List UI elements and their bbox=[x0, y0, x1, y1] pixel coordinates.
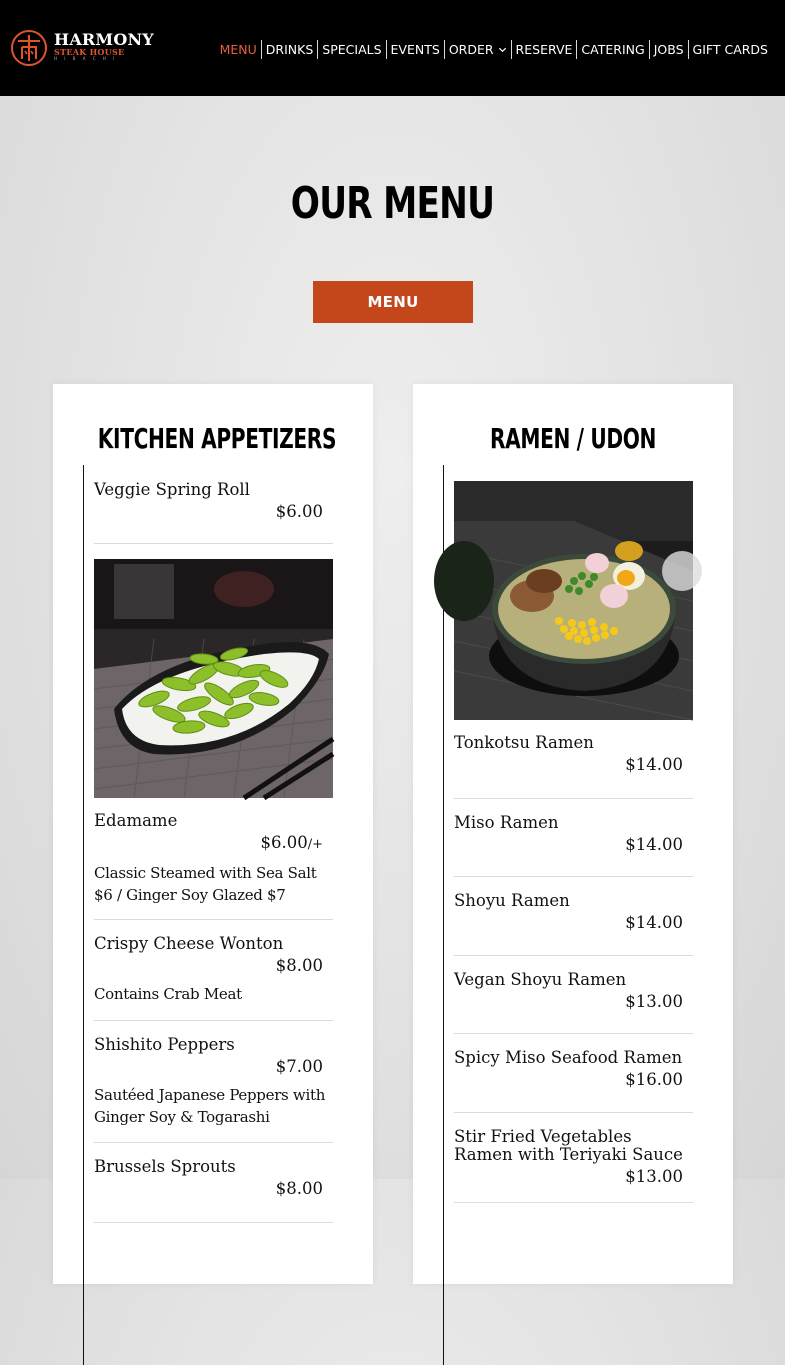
nav-item-label: RESERVE bbox=[515, 42, 573, 57]
menu-item[interactable] bbox=[94, 481, 333, 544]
item-description: Contains Crab Meat bbox=[94, 985, 242, 1003]
item-price: $14.00 bbox=[625, 913, 683, 932]
menu-item[interactable] bbox=[454, 799, 693, 877]
menu-item[interactable] bbox=[454, 1113, 693, 1203]
item-price: $8.00 bbox=[275, 1179, 323, 1198]
nav-item-label: MENU bbox=[219, 42, 257, 57]
nav-item-label: GIFT CARDS bbox=[692, 42, 768, 57]
chevron-down-icon bbox=[498, 45, 507, 54]
menu-item[interactable] bbox=[454, 720, 693, 799]
brand-name: HARMONY bbox=[54, 30, 154, 49]
price-suffix: /+ bbox=[307, 837, 323, 852]
site-header bbox=[0, 0, 785, 96]
item-name: Tonkotsu Ramen bbox=[454, 733, 594, 752]
item-name: Crispy Cheese Wonton bbox=[94, 934, 284, 953]
item-name: Edamame bbox=[94, 811, 178, 830]
nav-item-jobs[interactable] bbox=[649, 40, 688, 59]
main-nav bbox=[216, 40, 772, 59]
item-name: Shoyu Ramen bbox=[454, 891, 570, 910]
nav-item-specials[interactable] bbox=[317, 40, 385, 59]
item-description: Classic Steamed with Sea Salt $6 / Ginger Soy Glazed $7 bbox=[94, 864, 317, 904]
item-name: Spicy Miso Seafood Ramen bbox=[454, 1048, 683, 1067]
menu-button[interactable]: MENU bbox=[313, 281, 473, 323]
item-name: Stir Fried Vegetables Ramen with Teriyaki Sauce bbox=[454, 1127, 683, 1164]
menu-item[interactable] bbox=[94, 1143, 333, 1223]
nav-item-reserve[interactable] bbox=[511, 40, 577, 59]
nav-item-catering[interactable] bbox=[576, 40, 648, 59]
section-title: KITCHEN APPETIZERS bbox=[97, 422, 337, 455]
menu-item[interactable] bbox=[94, 1021, 333, 1143]
brand-logo[interactable] bbox=[10, 28, 154, 68]
item-price: $14.00 bbox=[625, 835, 683, 854]
nav-item-menu[interactable] bbox=[216, 40, 261, 59]
section-divider bbox=[83, 465, 84, 1365]
item-price: $13.00 bbox=[625, 992, 683, 1011]
nav-item-label: CATERING bbox=[581, 42, 645, 57]
item-name: Brussels Sprouts bbox=[94, 1157, 236, 1176]
nav-item-label: ORDER bbox=[448, 42, 494, 57]
item-price bbox=[94, 834, 333, 854]
item-price: $8.00 bbox=[275, 956, 323, 975]
item-name: Miso Ramen bbox=[454, 813, 559, 832]
appetizers-list bbox=[94, 481, 333, 1223]
menu-item[interactable] bbox=[454, 956, 693, 1034]
ramen-photo bbox=[454, 481, 693, 720]
ramen-card bbox=[413, 384, 733, 1284]
nav-item-gift-cards[interactable] bbox=[688, 40, 772, 59]
item-name: Shishito Peppers bbox=[94, 1035, 235, 1054]
item-name: Veggie Spring Roll bbox=[94, 480, 250, 499]
nav-item-order[interactable] bbox=[444, 40, 511, 59]
nav-item-events[interactable] bbox=[386, 40, 444, 59]
menu-item[interactable] bbox=[454, 1034, 693, 1113]
item-name: Vegan Shoyu Ramen bbox=[454, 970, 627, 989]
nav-item-label: JOBS bbox=[653, 42, 684, 57]
item-description: Sautéed Japanese Peppers with Ginger Soy & Togarashi bbox=[94, 1086, 326, 1126]
brand-subtitle: STEAK HOUSE bbox=[54, 47, 125, 57]
item-price: $16.00 bbox=[625, 1070, 683, 1089]
logo-mark-icon bbox=[10, 29, 48, 67]
menu-item[interactable] bbox=[94, 798, 333, 920]
item-price: $14.00 bbox=[625, 755, 683, 774]
ramen-list bbox=[454, 481, 693, 1203]
nav-item-drinks[interactable] bbox=[261, 40, 317, 59]
appetizers-card bbox=[53, 384, 373, 1284]
brand-tagline: H I B A C H I bbox=[54, 56, 118, 61]
item-price: $6.00 bbox=[275, 502, 323, 521]
section-title: RAMEN / UDON bbox=[489, 422, 657, 455]
item-price: $7.00 bbox=[275, 1057, 323, 1076]
nav-item-label: EVENTS bbox=[390, 42, 440, 57]
nav-item-label: DRINKS bbox=[265, 42, 314, 57]
edamame-photo bbox=[94, 559, 333, 798]
price-value: $6.00 bbox=[260, 833, 308, 852]
menu-item[interactable] bbox=[454, 877, 693, 956]
menu-item[interactable] bbox=[94, 920, 333, 1021]
page-title: OUR MENU bbox=[290, 178, 495, 229]
item-price: $13.00 bbox=[625, 1167, 683, 1186]
nav-item-label: SPECIALS bbox=[322, 42, 382, 57]
